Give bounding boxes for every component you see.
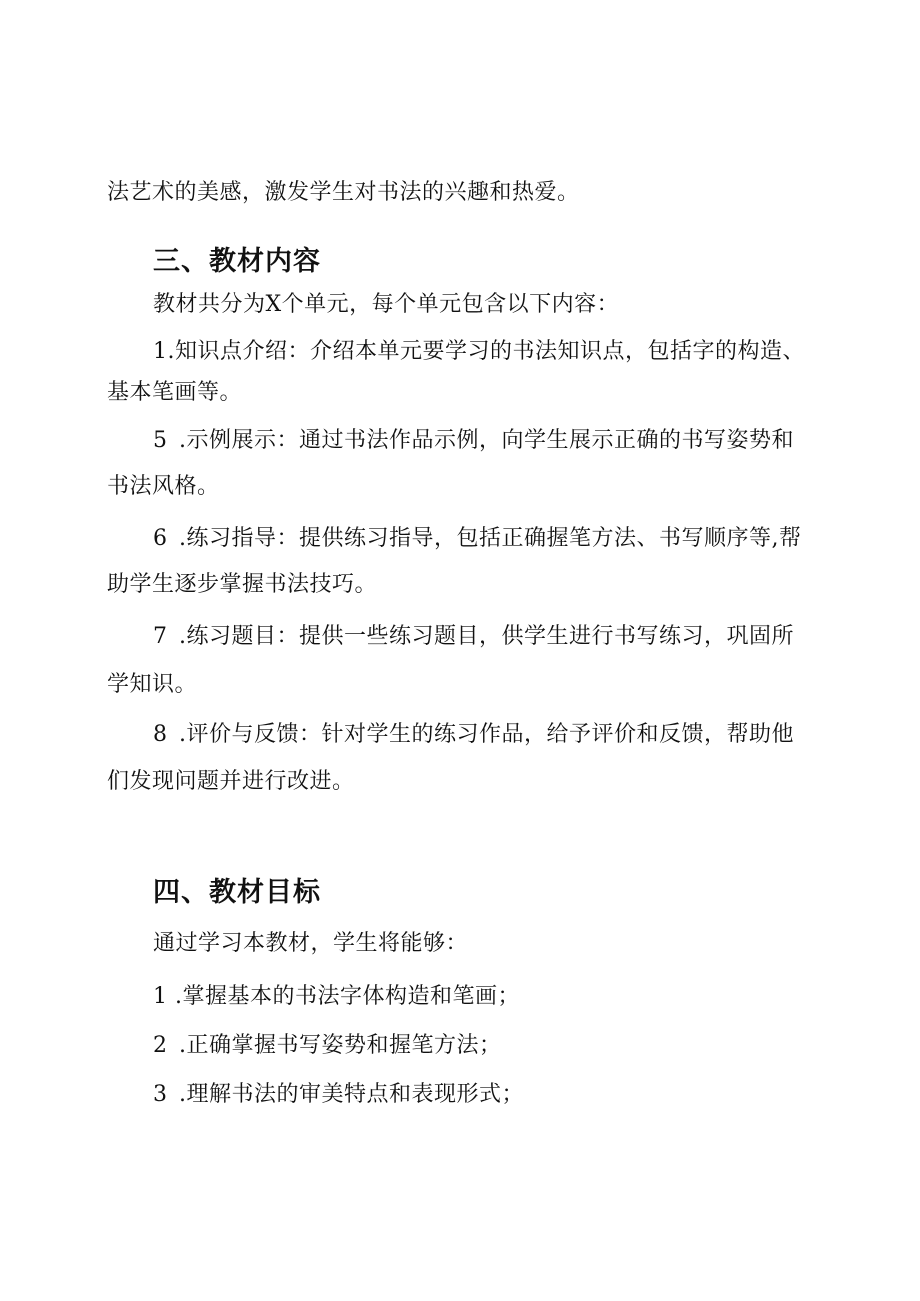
item-number: 5	[153, 428, 168, 453]
item-number: 1.	[153, 339, 175, 364]
item-text: 知识点介绍：介绍本单元要学习的书法知识点，包括字的构造、	[175, 339, 806, 364]
section-3-item-5-line-2: 们发现问题并进行改进。	[107, 769, 355, 794]
item-text: .示例展示：通过书法作品示例，向学生展示正确的书写姿势和	[179, 428, 794, 453]
item-text: .正确掌握书写姿势和握笔方法；	[179, 1033, 502, 1058]
section-3-item-3-line-1	[153, 524, 802, 554]
section-4-item-3	[153, 1080, 524, 1110]
item-text: .练习题目：提供一些练习题目，供学生进行书写练习，巩固所	[179, 624, 794, 649]
section-3-item-2-line-2: 书法风格。	[107, 474, 220, 499]
item-number: 2	[153, 1033, 168, 1058]
section-4-heading: 四、教材目标	[153, 877, 321, 908]
item-text: .评价与反馈：针对学生的练习作品，给予评价和反馈，帮助他	[179, 722, 794, 747]
intro-paragraph-tail: 法艺术的美感，激发学生对书法的兴趣和热爱。	[107, 180, 580, 205]
section-3-item-1-line-1	[153, 337, 805, 367]
section-3-intro: 教材共分为X个单元，每个单元包含以下内容：	[153, 292, 620, 317]
item-number: 6	[153, 526, 168, 551]
item-text: .掌握基本的书法字体构造和笔画；	[175, 984, 520, 1009]
section-3-item-4-line-2: 学知识。	[107, 672, 198, 697]
section-3-item-4-line-1	[153, 622, 794, 652]
item-number: 8	[153, 722, 168, 747]
section-4-item-2	[153, 1031, 502, 1061]
section-3-item-3-line-2: 助学生逐步掌握书法技巧。	[107, 572, 378, 597]
section-3-item-5-line-1	[153, 720, 794, 750]
item-text: .理解书法的审美特点和表现形式；	[179, 1082, 524, 1107]
section-4-intro: 通过学习本教材，学生将能够：	[153, 931, 469, 956]
item-text: .练习指导：提供练习指导，包括正确握笔方法、书写顺序等,帮	[179, 526, 802, 551]
item-number: 3	[153, 1082, 168, 1107]
section-3-item-2-line-1	[153, 426, 794, 456]
item-number: 7	[153, 624, 168, 649]
item-number: 1	[153, 984, 168, 1009]
section-4-item-1	[153, 982, 520, 1012]
section-3-item-1-line-2: 基本笔画等。	[107, 380, 243, 405]
section-3-heading: 三、教材内容	[153, 246, 321, 277]
